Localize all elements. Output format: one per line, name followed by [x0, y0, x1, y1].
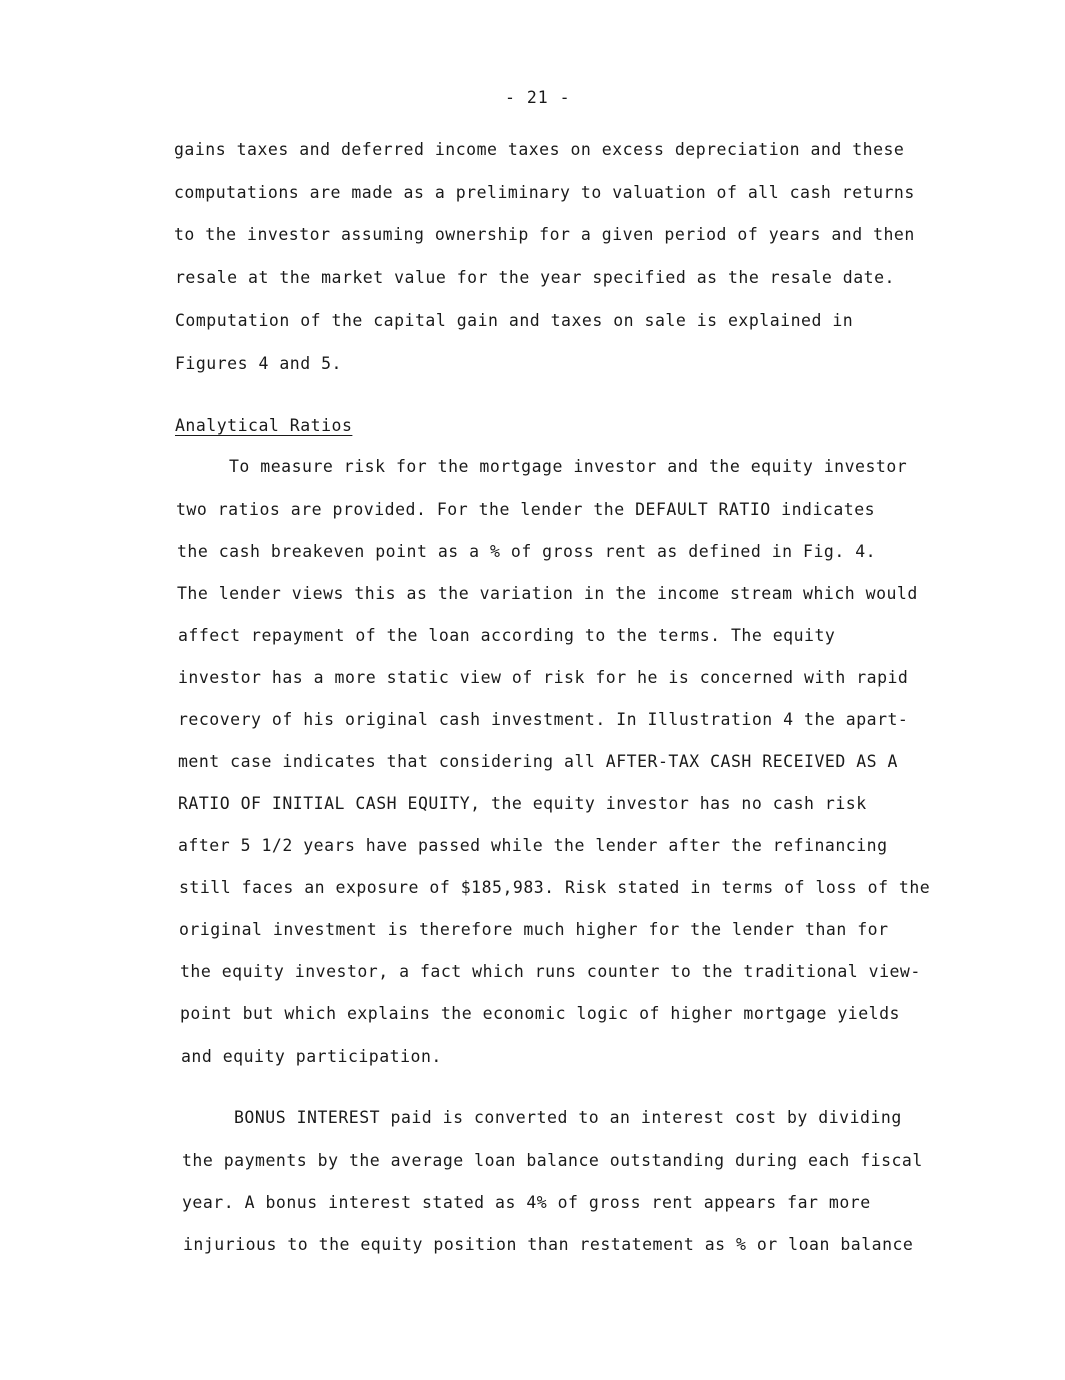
text-line: affect repayment of the loan according to the terms. The equity	[178, 626, 836, 645]
text-line: two ratios are provided. For the lender the DEFAULT RATIO indicates	[176, 500, 876, 519]
text-line: year. A bonus interest stated as 4% of gross rent appears far more	[182, 1193, 871, 1212]
text-line: computations are made as a preliminary to valuation of all cash returns	[174, 183, 915, 202]
text-line: To measure risk for the mortgage investor and the equity investor	[229, 457, 908, 476]
section-heading: Analytical Ratios	[175, 416, 353, 435]
text-line: the cash breakeven point as a % of gross rent as defined in Fig. 4.	[177, 542, 877, 561]
page-number: - 21 -	[505, 88, 571, 107]
text-line: investor has a more static view of risk for he is concerned with rapid	[178, 668, 909, 687]
text-line: after 5 1/2 years have passed while the lender after the refinancing	[178, 836, 888, 855]
text-line: resale at the market value for the year specified as the resale date.	[175, 268, 895, 287]
text-line: injurious to the equity position than restatement as % or loan balance	[183, 1235, 914, 1254]
text-line: still faces an exposure of $185,983. Risk stated in terms of loss of the	[179, 878, 931, 897]
text-line: the equity investor, a fact which runs counter to the traditional view-	[180, 962, 921, 981]
text-line: original investment is therefore much higher for the lender than for	[179, 920, 889, 939]
text-line: RATIO OF INITIAL CASH EQUITY, the equity investor has no cash risk	[178, 794, 867, 813]
text-line: recovery of his original cash investment. In Illustration 4 the apart-	[178, 710, 909, 729]
text-line: The lender views this as the variation in the income stream which would	[177, 584, 918, 603]
text-line: and equity participation.	[181, 1047, 442, 1066]
text-line: BONUS INTEREST paid is converted to an interest cost by dividing	[234, 1108, 902, 1127]
text-line: ment case indicates that considering all AFTER-TAX CASH RECEIVED AS A	[178, 752, 898, 771]
text-line: point but which explains the economic logic of higher mortgage yields	[180, 1004, 900, 1023]
text-line: the payments by the average loan balance outstanding during each fiscal	[182, 1151, 923, 1170]
text-line: to the investor assuming ownership for a given period of years and then	[174, 225, 915, 244]
text-line: gains taxes and deferred income taxes on excess depreciation and these	[174, 140, 905, 159]
text-line: Figures 4 and 5.	[175, 354, 342, 373]
text-line: Computation of the capital gain and taxes on sale is explained in	[175, 311, 854, 330]
